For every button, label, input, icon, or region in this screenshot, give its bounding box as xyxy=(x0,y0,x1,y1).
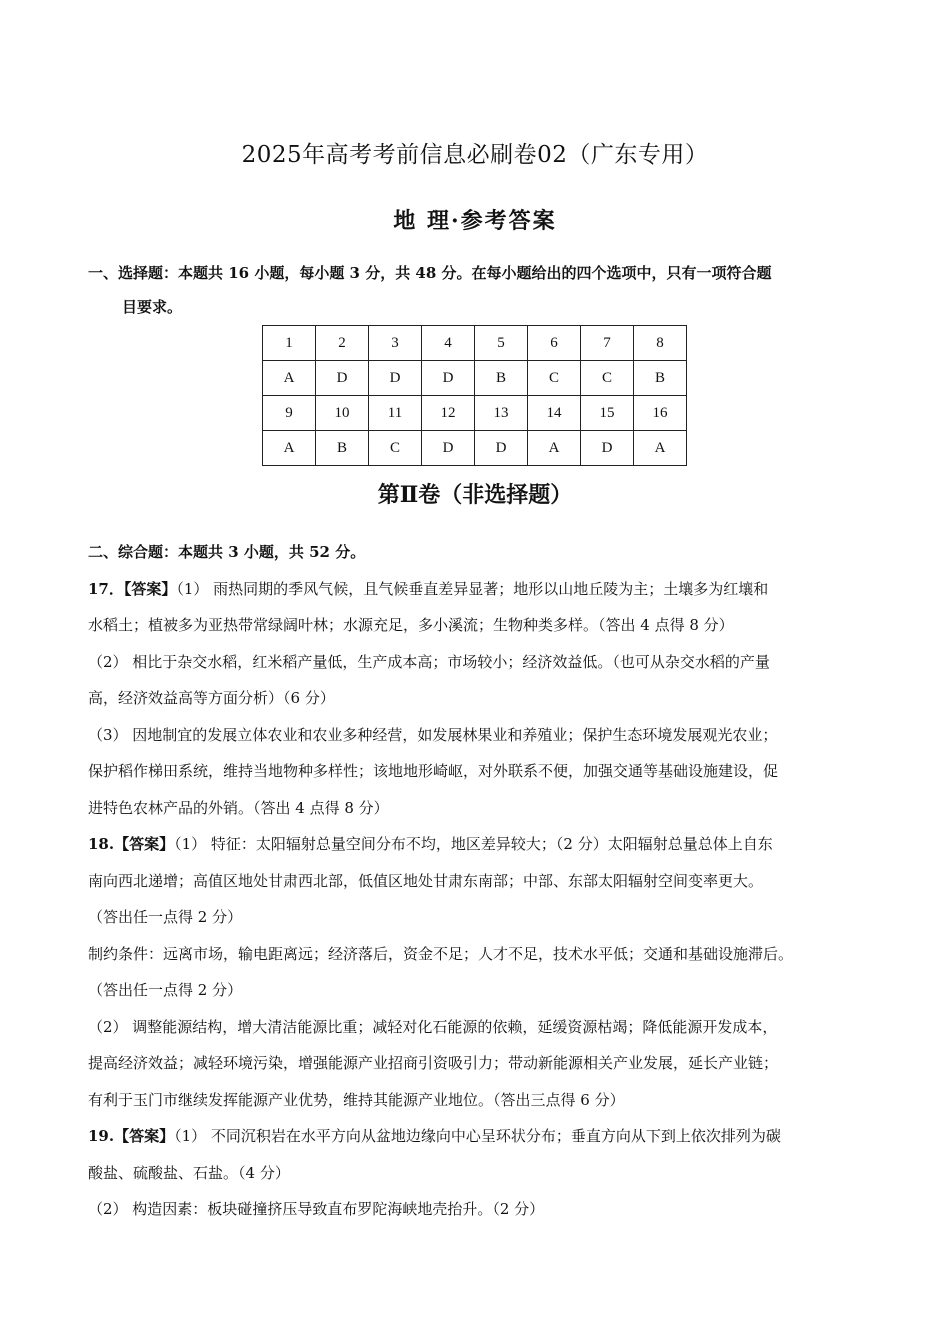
answer-text: 制约条件：远离市场，输电距离远；经济落后，资金不足；人才不足，技术水平低；交通和基础设施滞后。 xyxy=(88,944,794,963)
answer-table-cell: 16 xyxy=(634,396,687,431)
answer-text: （答出任一点得 2 分） xyxy=(88,981,243,999)
answer-line xyxy=(88,717,878,754)
answer-text: 水稻土；植被多为亚热带常绿阔叶林；水源充足，多小溪流；生物种类多样。（答出 4 点得 8 分） xyxy=(88,616,734,634)
answer-table-cell: 10 xyxy=(316,396,369,431)
answer-table-cell: 11 xyxy=(369,396,422,431)
answer-table-row xyxy=(263,361,687,396)
answer-line xyxy=(88,680,878,717)
answer-text: 酸盐、硫酸盐、石盐。（4 分） xyxy=(88,1163,290,1182)
answer-table-cell: D xyxy=(422,431,475,466)
answer-table-cell: A xyxy=(263,431,316,466)
answer-text: （2） 相比于杂交水稻，红米稻产量低，生产成本高；市场较小；经济效益低。（也可从杂交水稻的产量 xyxy=(88,652,770,671)
answer-table-cell: C xyxy=(369,431,422,466)
part-2-title: 第Ⅱ卷（非选择题） xyxy=(377,482,573,508)
answer-table-cell: A xyxy=(528,431,581,466)
answer-table-cell: 4 xyxy=(422,326,475,361)
answer-table-row xyxy=(263,431,687,466)
answer-line xyxy=(88,790,878,827)
answer-text: 提高经济效益；减轻环境污染，增强能源产业招商引资吸引力；带动新能源相关产业发展，延长产业链； xyxy=(88,1054,779,1072)
answer-line xyxy=(88,972,878,1009)
answer-line xyxy=(88,899,878,936)
answer-table-row xyxy=(263,396,687,431)
answer-line xyxy=(88,1045,878,1082)
answer-table-cell: C xyxy=(581,361,634,396)
answer-table-cell: D xyxy=(316,361,369,396)
answer-line xyxy=(88,1191,878,1228)
section-2-body xyxy=(88,534,878,1228)
answer-line xyxy=(88,1118,878,1155)
answer-table-cell: B xyxy=(316,431,369,466)
answer-table-cell: D xyxy=(581,431,634,466)
answer-text: 南向西北递增；高值区地处甘肃西北部，低值区地处甘肃东南部；中部、东部太阳辐射空间变率更大。 xyxy=(88,871,764,890)
answer-text: 保护稻作梯田系统，维持当地物种多样性；该地地形崎岖，对外联系不便，加强交通等基础设施建设，促 xyxy=(88,762,779,780)
answer-text: 进特色农林产品的外销。（答出 4 点得 8 分） xyxy=(88,798,389,817)
answer-line xyxy=(88,1082,878,1119)
answer-table-cell: A xyxy=(634,431,687,466)
answer-table-cell: B xyxy=(634,361,687,396)
answer-table-cell: 12 xyxy=(422,396,475,431)
answer-table-cell: D xyxy=(369,361,422,396)
section-1-line-2: 目要求。 xyxy=(122,298,183,316)
answer-table xyxy=(262,325,687,466)
answer-line xyxy=(88,1009,878,1046)
answer-line xyxy=(88,571,878,608)
answer-label: 19.【答案】 xyxy=(88,1127,175,1145)
answer-line xyxy=(88,644,878,681)
answer-table-cell: D xyxy=(475,431,528,466)
answer-line xyxy=(88,936,878,973)
page-subtitle: 地 理·参考答案 xyxy=(393,208,557,234)
answer-table-row xyxy=(263,326,687,361)
answer-table-cell: A xyxy=(263,361,316,396)
answer-table-cell: D xyxy=(422,361,475,396)
page-title: 2025年高考考前信息必刷卷02（广东专用） xyxy=(241,142,709,168)
section-2-heading: 二、综合题：本题共 3 小题，共 52 分。 xyxy=(88,543,366,561)
answer-table-cell: 9 xyxy=(263,396,316,431)
answer-line xyxy=(88,1155,878,1192)
answer-text: 高，经济效益高等方面分析）（6 分） xyxy=(88,689,335,707)
answer-table-cell: 5 xyxy=(475,326,528,361)
answer-text: 有利于玉门市继续发挥能源产业优势，维持其能源产业地位。（答出三点得 6 分） xyxy=(88,1090,625,1109)
answer-text: （2） 调整能源结构，增大清洁能源比重；减轻对化石能源的依赖，延缓资源枯竭；降低能源开发成本， xyxy=(88,1017,778,1036)
answer-label: 18.【答案】 xyxy=(88,835,175,853)
answer-table-cell: 2 xyxy=(316,326,369,361)
answer-table-cell: 3 xyxy=(369,326,422,361)
answer-table-cell: B xyxy=(475,361,528,396)
answer-table-cell: 14 xyxy=(528,396,581,431)
answer-line xyxy=(88,753,878,790)
answer-text: （1） 雨热同期的季风气候，且气候垂直差异显著；地形以山地丘陵为主；土壤多为红壤和 xyxy=(176,579,769,598)
answer-text: （1） 特征：太阳辐射总量空间分布不均，地区差异较大；（2 分）太阳辐射总量总体上自东 xyxy=(174,835,773,853)
answer-table-cell: 13 xyxy=(475,396,528,431)
section-1-line-1: 一、选择题：本题共 16 小题，每小题 3 分，共 48 分。在每小题给出的四个选项中，只有一项符合题 xyxy=(88,264,772,282)
answer-table-cell: 6 xyxy=(528,326,581,361)
answer-table-cell: C xyxy=(528,361,581,396)
answer-text: （答出任一点得 2 分） xyxy=(88,908,243,926)
section-1-instructions xyxy=(88,256,878,324)
answer-line xyxy=(88,863,878,900)
answer-table-cell: 7 xyxy=(581,326,634,361)
answer-text: （2） 构造因素：板块碰撞挤压导致直布罗陀海峡地壳抬升。（2 分） xyxy=(88,1200,545,1218)
answer-line xyxy=(88,826,878,863)
answer-table-cell: 1 xyxy=(263,326,316,361)
answer-text: （3） 因地制宜的发展立体农业和农业多种经营，如发展林果业和养殖业；保护生态环境发展观光农业； xyxy=(88,725,778,744)
answer-table-cell: 15 xyxy=(581,396,634,431)
answer-table-cell: 8 xyxy=(634,326,687,361)
answer-label: 17．【答案】 xyxy=(88,579,177,598)
answer-text: （1） 不同沉积岩在水平方向从盆地边缘向中心呈环状分布；垂直方向从下到上依次排列为碳 xyxy=(174,1127,781,1145)
answer-line xyxy=(88,607,878,644)
